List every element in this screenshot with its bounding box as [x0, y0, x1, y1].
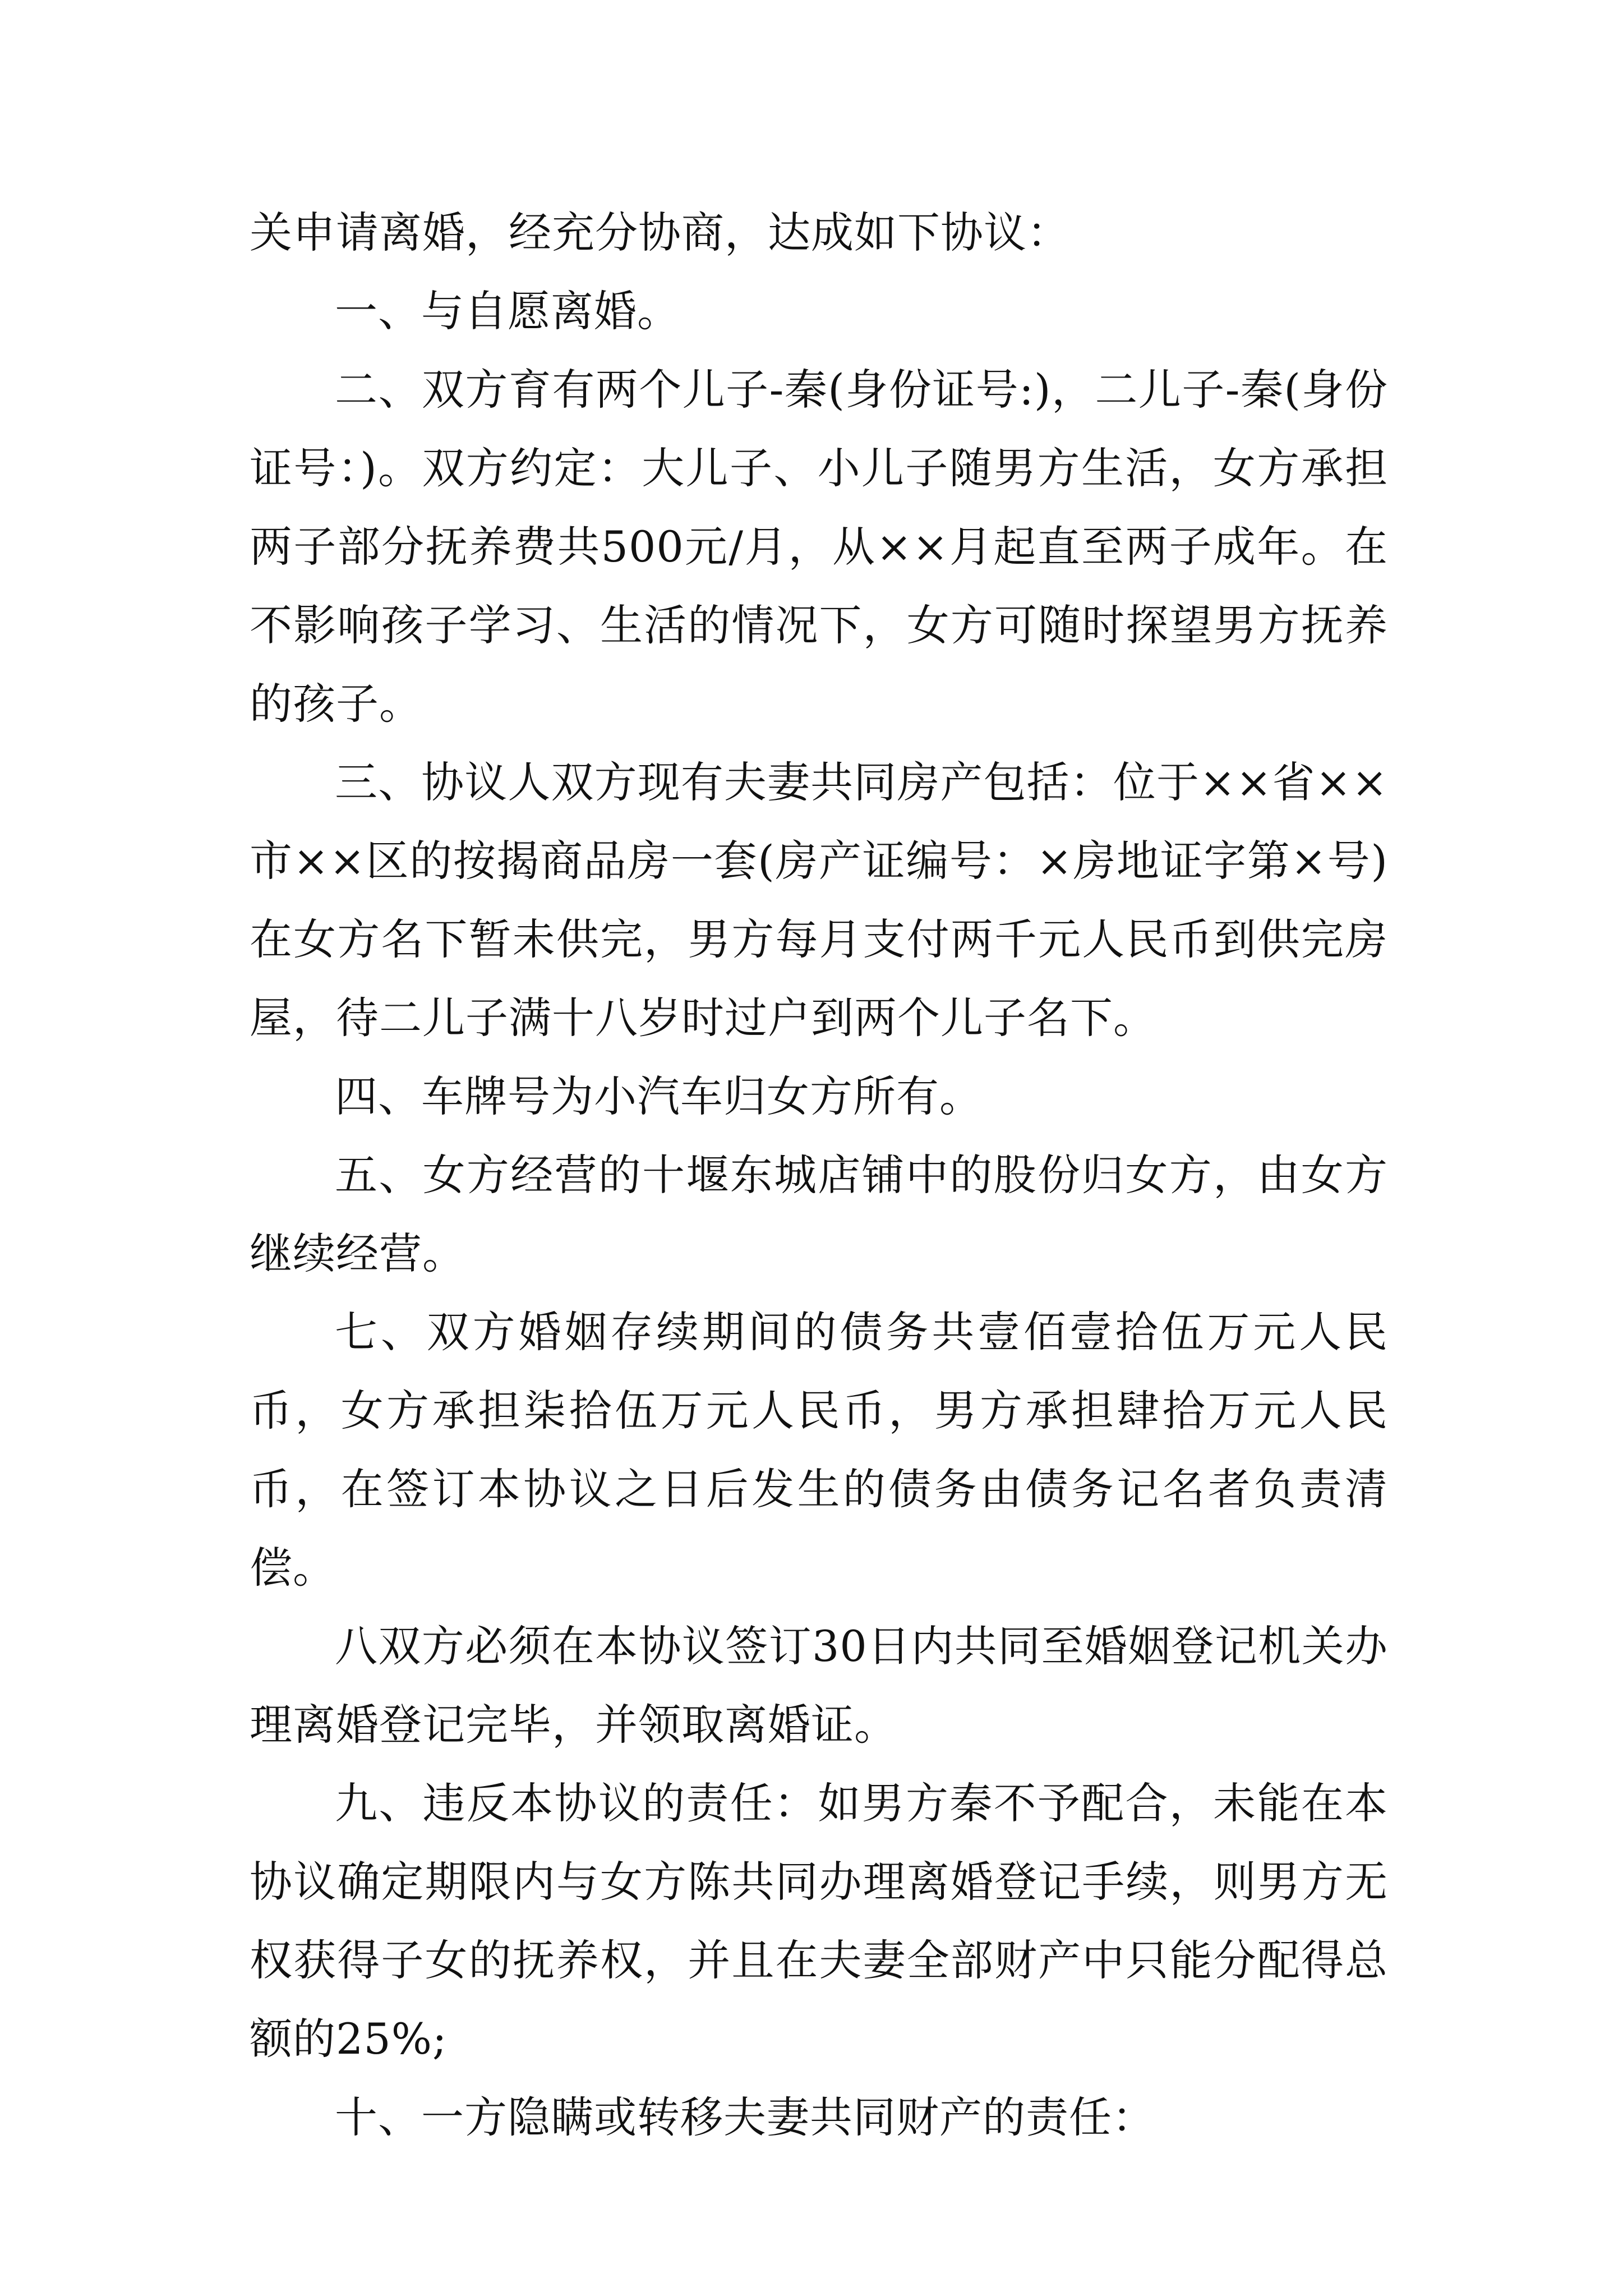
paragraph-clause-9: 九、违反本协议的责任：如男方秦不予配合，未能在本协议确定期限内与女方陈共同办理离婚登记手续，则男方无权获得子女的抚养权，并且在夫妻全部财产中只能分配得总额的25%;: [250, 1778, 1388, 2064]
paragraph-clause-7: 七、双方婚姻存续期间的债务共壹佰壹拾伍万元人民币，女方承担柒拾伍万元人民币，男方承担肆拾万元人民币，在签订本协议之日后发生的债务由债务记名者负责清偿。: [250, 1307, 1388, 1593]
paragraph-clause-1: 一、与自愿离婚。: [335, 286, 680, 336]
paragraph-clause-3: 三、协议人双方现有夫妻共同房产包括：位于××省××市××区的按揭商品房一套(房产证编号：×房地证字第×号)在女方名下暂未供完，男方每月支付两千元人民币到供完房屋，待二儿子满十八岁时过户到两个儿子名下。: [250, 757, 1388, 1043]
paragraph-clause-8: 八双方必须在本协议签订30日内共同至婚姻登记机关办理离婚登记完毕，并领取离婚证。: [250, 1621, 1388, 1750]
paragraph-clause-10: 十、一方隐瞒或转移夫妻共同财产的责任：: [335, 2092, 1155, 2142]
paragraph-intro-continuation: 关申请离婚，经充分协商，达成如下协议：: [250, 208, 1070, 257]
document-body: [250, 194, 1388, 2157]
paragraph-clause-4: 四、车牌号为小汽车归女方所有。: [335, 1071, 983, 1121]
paragraph-clause-2: 二、双方育有两个儿子-秦(身份证号:)，二儿子-秦(身份证号：)。双方约定：大儿子、小儿子随男方生活，女方承担两子部分抚养费共500元/月，从××月起直至两子成年。在不影响孩子学习、生活的情况下，女方可随时探望男方抚养的孩子。: [250, 365, 1388, 729]
paragraph-clause-5: 五、女方经营的十堰东城店铺中的股份归女方，由女方继续经营。: [250, 1150, 1388, 1278]
